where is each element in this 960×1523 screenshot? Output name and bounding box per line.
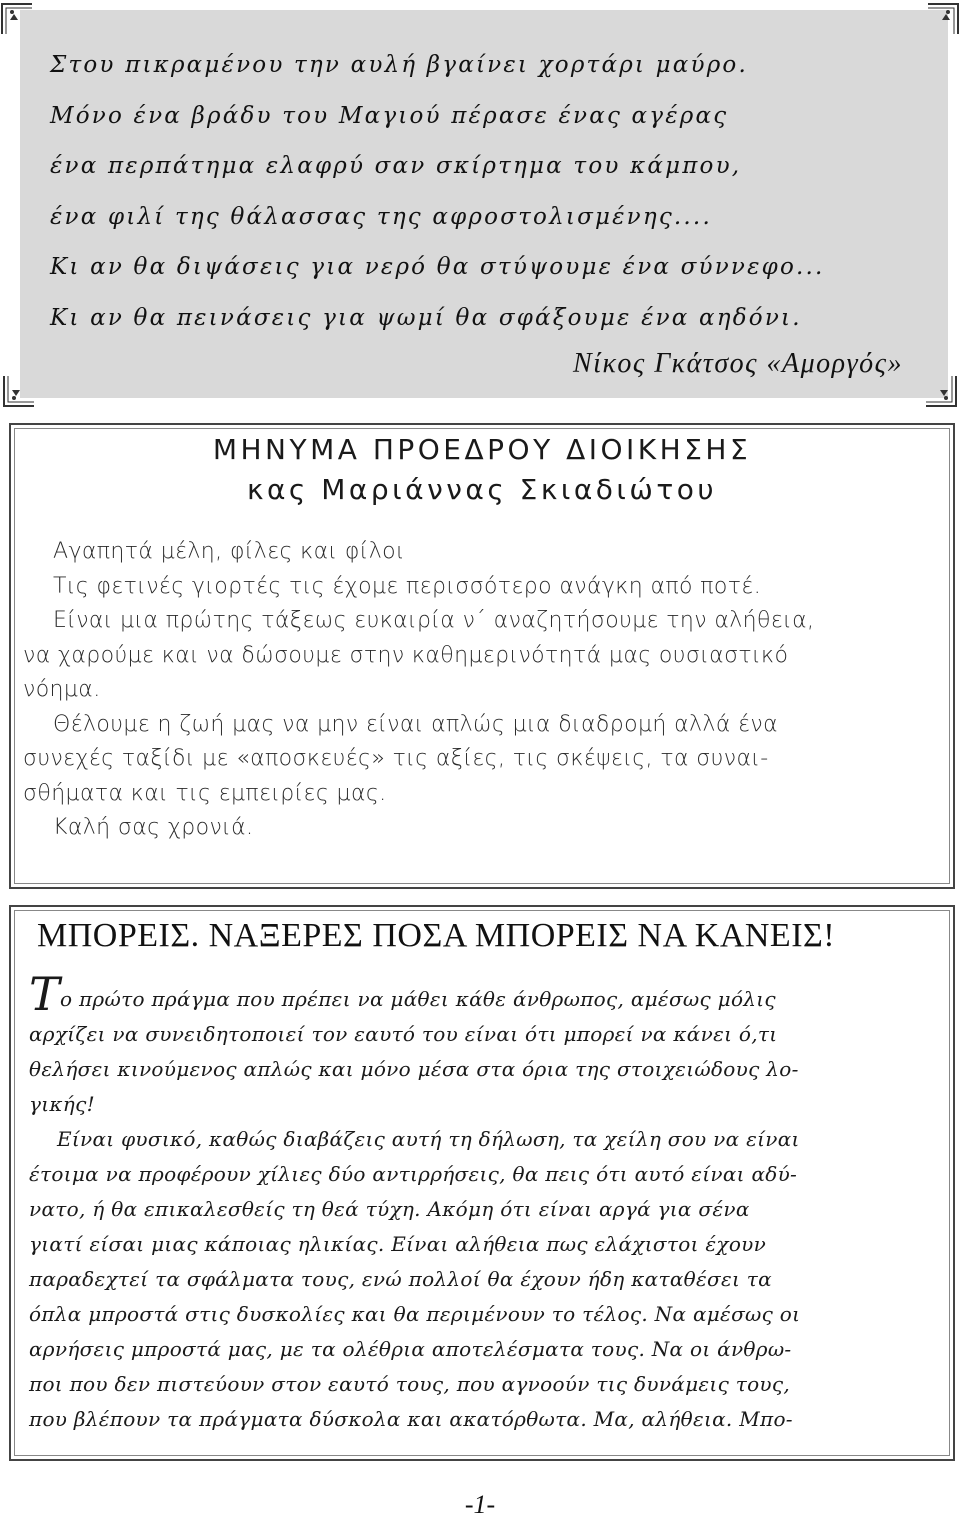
page-number: -1-	[464, 1490, 496, 1519]
poem-box	[20, 10, 948, 398]
poem-line: ένα φιλί της θάλασσας της αφροστολισμένης....	[50, 203, 712, 230]
poem-text	[50, 40, 825, 343]
poem-line: ένα περπάτημα ελαφρύ σαν σκίρτημα του κάμπου,	[50, 153, 742, 179]
message-line: νόημα.	[23, 677, 101, 702]
article-first-line	[29, 967, 941, 1021]
message-line: Θέλουμε η ζωή μας να μην είναι απλώς μια διαδρομή αλλά ένα	[53, 711, 779, 737]
message-line: Τις φετινές γιορτές τις έχομε περισσότερο ανάγκη από ποτέ.	[53, 573, 762, 599]
message-line: να χαρούμε και να δώσουμε στην καθημερινότητά μας ουσιαστικό	[23, 642, 789, 668]
article-line: έτοιμα να προφέρουν χίλιες δύο αντιρρήσεις, θα πεις ότι αυτό είναι αδύ-	[29, 1162, 798, 1186]
poem-line: Κι αν θα πεινάσεις για ψωμί θα σφάξουμε ένα αηδόνι.	[50, 304, 802, 331]
article-line: αρχίζει να συνειδητοποιεί τον εαυτό του είναι ότι μπορεί να κάνει ό,τι	[29, 1022, 778, 1046]
article-body	[29, 967, 941, 1437]
article-line: γικής!	[29, 1092, 95, 1116]
article-line: ο πρώτο πράγμα που πρέπει να μάθει κάθε άνθρωπος, αμέσως μόλις	[59, 987, 776, 1011]
article-line: Είναι φυσικό, καθώς διαβάζεις αυτή τη δήλωση, τα χείλη σου να είναι	[57, 1127, 800, 1151]
message-title: ΜΗΝΥΜΑ ΠΡΟΕΔΡΟΥ ΔΙΟΙΚΗΣΗΣ	[212, 433, 752, 466]
message-subtitle: κας Μαριάννας Σκιαδιώτου	[246, 473, 718, 506]
article-box	[9, 905, 955, 1461]
message-line: Είναι μια πρώτης τάξεως ευκαιρία ν΄ αναζητήσουμε την αλήθεια,	[53, 608, 815, 633]
corner-ornament-icon	[2, 374, 38, 410]
message-body	[23, 535, 945, 846]
poem-line: Κι αν θα διψάσεις για νερό θα στύψουμε ένα σύννεφο...	[50, 254, 825, 280]
article-line: που βλέπουν τα πράγματα δύσκολα και ακατόρθωτα. Μα, αλήθεια. Μπο-	[29, 1407, 793, 1431]
drop-cap: Τ	[29, 967, 60, 1021]
article-line: παραδεχτεί τα σφάλματα τους, ενώ πολλοί θα έχουν ήδη καταθέσει τα	[29, 1267, 772, 1291]
corner-ornament-icon	[0, 0, 36, 36]
message-line: Αγαπητά μέλη, φίλες και φίλοι	[53, 539, 405, 564]
message-line: Καλή σας χρονιά.	[53, 815, 254, 840]
article-line: αρνήσεις μπροστά μας, με τα ολέθρια αποτελέσματα τους. Να οι άνθρω-	[29, 1337, 792, 1361]
poem-author: Νίκος Γκάτσος «Αμοργός»	[572, 348, 903, 379]
article-line: θελήσει κινούμενος απλώς και μόνο μέσα στα όρια της στοιχειώδους λο-	[29, 1057, 799, 1081]
president-message-box	[9, 423, 955, 889]
poem-line: Στου πικραμένου την αυλή βγαίνει χορτάρι μαύρο.	[50, 52, 748, 78]
corner-ornament-icon	[922, 374, 958, 410]
article-heading: ΜΠΟΡΕΙΣ. ΝΑΞΕΡΕΣ ΠΟΣΑ ΜΠΟΡΕΙΣ ΝΑ ΚΑΝΕΙΣ!	[37, 917, 836, 954]
article-line: γιατί είσαι μιας κάποιας ηλικίας. Είναι αλήθεια πως ελάχιστοι έχουν	[29, 1232, 767, 1256]
article-line: όπλα μπροστά στις δυσκολίες και θα περιμένουν το τέλος. Να αμέσως οι	[29, 1302, 801, 1326]
article-line: ποι που δεν πιστεύουν στον εαυτό τους, που αγνοούν τις δυνάμεις τους,	[29, 1372, 791, 1396]
corner-ornament-icon	[924, 0, 960, 36]
message-line: συνεχές ταξίδι με «αποσκευές» τις αξίες, τις σκέψεις, τα συναι-	[23, 746, 769, 771]
poem-line: Μόνο ένα βράδυ του Μαγιού πέρασε ένας αγέρας	[50, 102, 729, 129]
article-line: νατο, ή θα επικαλεσθείς τη θεά τύχη. Ακόμη ότι είναι αργά για σένα	[29, 1197, 750, 1221]
message-line: σθήματα και τις εμπειρίες μας.	[23, 780, 387, 806]
